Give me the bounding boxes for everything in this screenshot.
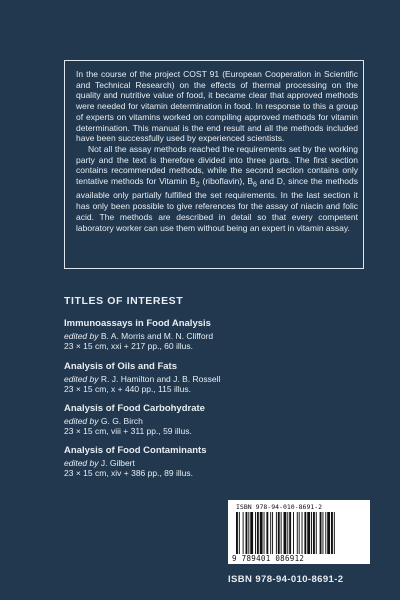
barcode xyxy=(228,500,370,564)
book-editors xyxy=(64,331,364,342)
edited-by-label: edited by xyxy=(64,373,99,384)
abstract-paragraph-1: In the course of the project COST 91 (European Cooperation in Scientific and Technical Research) on the effects of thermal processing on the quality and nutritive value of food, it became clear that approved methods were needed for vitamin determination in food. In response to this a group of experts on vitamins worked on compiling approved methods for vitamin determination. This manual is the end result and all the methods included have been successfully used by experienced scientists. xyxy=(76,69,358,144)
book-entry xyxy=(64,404,364,437)
book-details: 23 × 15 cm, xiv + 386 pp., 89 illus. xyxy=(64,468,193,478)
abstract-text xyxy=(76,69,358,233)
abstract-p2-part-a: Not all the assay methods reached the requirements set by the working party and the text is therefore divided into three parts. The first section contains recommended methods, while the second section contains only tentative methods for Vitamin B xyxy=(76,143,358,187)
book-title: Immunoassays in Food Analysis xyxy=(64,318,211,329)
editor-names: G. G. Birch xyxy=(98,415,143,426)
abstract-p2-part-b: (riboflavin), B xyxy=(199,176,254,187)
titles-of-interest-heading: TITLES OF INTEREST xyxy=(64,295,184,307)
barcode-bars xyxy=(234,512,364,554)
subscript-6: 6 xyxy=(253,180,257,189)
edited-by-label: edited by xyxy=(64,330,99,341)
book-entry xyxy=(64,319,364,352)
editor-names: J. Gilbert xyxy=(98,457,135,468)
isbn-number: ISBN 978-94-010-8691-2 xyxy=(228,574,344,585)
abstract-paragraph-2 xyxy=(76,144,358,233)
editor-names: R. J. Hamilton and J. B. Rossell xyxy=(98,373,221,384)
book-editors xyxy=(64,416,364,427)
editor-names: B. A. Morris and M. N. Clifford xyxy=(98,330,214,341)
book-entry xyxy=(64,362,364,395)
book-title: Analysis of Food Carbohydrate xyxy=(64,403,205,414)
book-details: 23 × 15 cm, x + 440 pp., 115 illus. xyxy=(64,384,191,394)
book-title: Analysis of Food Contaminants xyxy=(64,445,207,456)
barcode-isbn-text: ISBN 978-94-010-8691-2 xyxy=(236,503,323,511)
subscript-2: 2 xyxy=(195,180,200,189)
book-details: 23 × 15 cm, xxi + 217 pp., 60 illus. xyxy=(64,341,193,351)
book-title: Analysis of Oils and Fats xyxy=(64,361,177,372)
book-editors xyxy=(64,458,364,469)
book-details: 23 × 15 cm, viii + 311 pp., 59 illus. xyxy=(64,426,192,436)
barcode-digits: 9 789401 086912 xyxy=(232,554,305,563)
abstract-p2-part-c: and D, since the methods available only partially fulfilled the set requirements. In the last section it has only been possible to give references for the assay of niacin and folic acid. The methods are described in detail so that every competent laboratory worker can use them without being an expert in vitamin assay. xyxy=(76,176,358,233)
book-entry xyxy=(64,446,364,479)
edited-by-label: edited by xyxy=(64,457,99,468)
book-editors xyxy=(64,374,364,385)
edited-by-label: edited by xyxy=(64,415,99,426)
